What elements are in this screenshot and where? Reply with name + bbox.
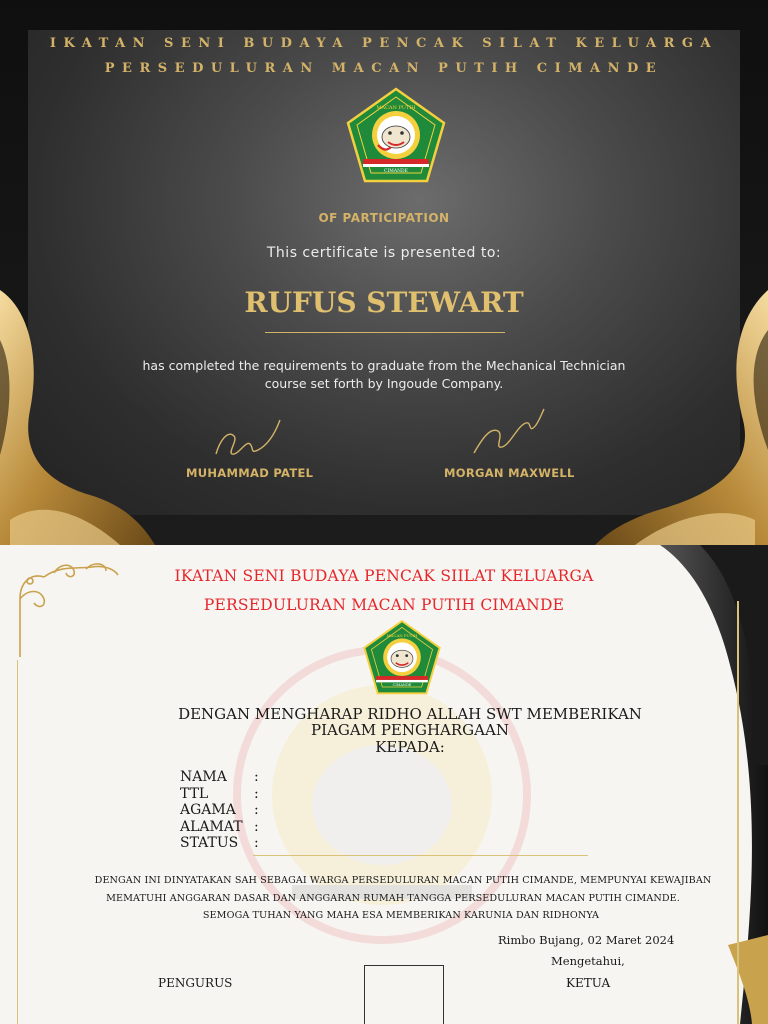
role-pengurus: PENGURUS — [158, 976, 233, 990]
logo-bottom-text: CIMANDE — [384, 169, 408, 174]
signer-name-right: MORGAN MAXWELL — [444, 466, 575, 480]
stamp-box — [364, 965, 444, 1024]
presented-to-text: This certificate is presented to: — [266, 245, 502, 261]
field-label: TTL — [180, 785, 209, 802]
statement-line-1: DENGAN INI DINYATAKAN SAH SEBAGAI WARGA PERSEDULURAN MACAN PUTIH CIMANDE, MEMPUNYAI KEWAJIBAN — [94, 875, 712, 886]
award-line-2: PIAGAM PENGHARGAAN — [311, 721, 509, 739]
signer-name-left: MUHAMMAD PATEL — [186, 466, 314, 480]
certificate-bottom — [0, 545, 768, 1024]
fields-underline — [253, 855, 588, 856]
logo-small-bottom-text: CIMANDE — [392, 683, 412, 688]
field-colon: : — [254, 835, 259, 851]
certificate-description: has completed the requirements to graduate from the Mechanical Technician course set forth by Ingoude Company. — [142, 358, 626, 391]
recipient-name-underline — [265, 332, 505, 333]
heading-line-1: IKATAN SENI BUDAYA PENCAK SIILAT KELUARGA — [174, 567, 594, 585]
gold-border-right — [737, 601, 739, 1024]
signature-right — [470, 405, 550, 460]
award-line-1: DENGAN MENGHARAP RIDHO ALLAH SWT MEMBERIKAN — [178, 705, 642, 723]
dark-corner-decoration — [600, 545, 768, 1024]
award-line-3: KEPADA: — [375, 738, 445, 756]
left-gold-wave-decoration — [0, 280, 160, 545]
field-colon: : — [254, 818, 259, 835]
certificate-subtitle: OF PARTICIPATION — [318, 211, 450, 225]
place-date: Rimbo Bujang, 02 Maret 2024 — [498, 933, 675, 947]
macan-putih-logo — [345, 87, 447, 185]
organization-name-line-1: IKATAN SENI BUDAYA PENCAK SILAT KELUARGA — [49, 36, 719, 51]
signature-left — [210, 410, 290, 460]
field-label: AGAMA — [180, 802, 236, 818]
right-gold-wave-decoration — [595, 290, 768, 545]
statement-line-2: MEMATUHI ANGGARAN DASAR DAN ANGGARAN RUMAH TANGGA PERSEDULURAN MACAN PUTIH CIMANDE. — [106, 893, 680, 904]
statement-line-3: SEMOGA TUHAN YANG MAHA ESA MEMBERIKAN KARUNIA DAN RIDHONYA — [202, 910, 600, 921]
macan-putih-logo-small — [362, 619, 442, 697]
field-label: ALAMAT — [180, 818, 243, 835]
field-colon: : — [254, 785, 259, 802]
acknowledged-text: Mengetahui, — [551, 954, 625, 968]
logo-small-top-text: MACAN PUTIH — [386, 632, 418, 638]
logo-top-text: MACAN PUTIH — [376, 105, 416, 111]
field-label: NAMA — [180, 769, 227, 785]
role-ketua: KETUA — [566, 976, 611, 990]
field-label: STATUS — [180, 835, 239, 851]
recipient-name: RUFUS STEWART — [244, 286, 524, 319]
field-colon: : — [254, 802, 259, 818]
heading-line-2: PERSEDULURAN MACAN PUTIH CIMANDE — [203, 596, 565, 614]
organization-name-line-2: PERSEDULURAN MACAN PUTIH CIMANDE — [104, 61, 664, 76]
field-colon: : — [254, 769, 259, 785]
